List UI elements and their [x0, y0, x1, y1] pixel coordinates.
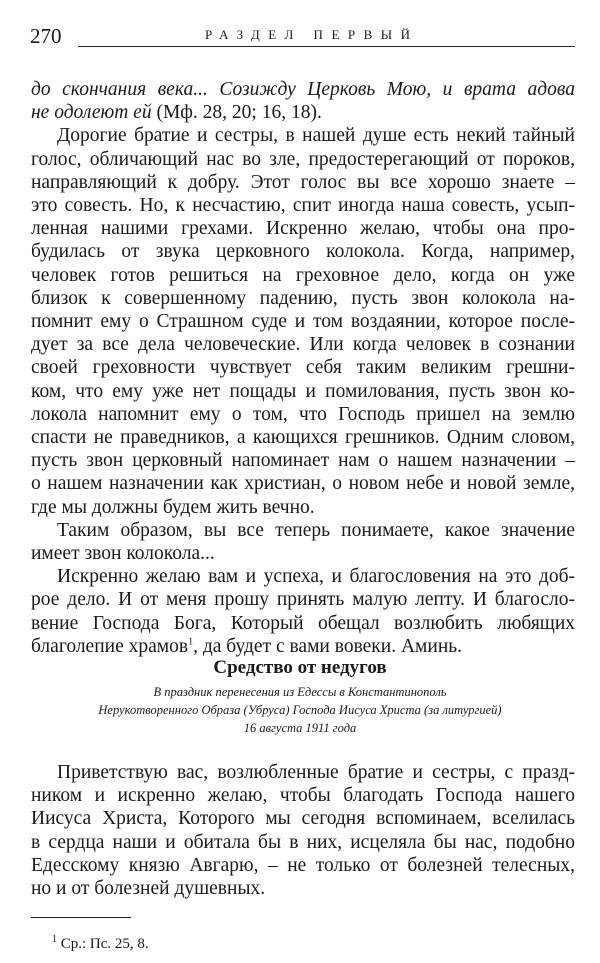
line-text: ленная нашими грехами. Искренно желаю, чтобы она про-: [31, 218, 575, 240]
line-text: дует за все дела человеческие. Или когда человек в сознании: [31, 334, 575, 356]
line-text: , да будет с вами вовеки. Аминь.: [193, 635, 463, 657]
line-text: своей греховности чувствует себя таким великим грешни-: [31, 357, 575, 379]
text-line: [31, 404, 575, 426]
line-text: Дорогие братие и сестры, в нашей душе есть некий тайный: [57, 125, 575, 147]
page-number: 270: [30, 24, 62, 48]
running-head: РАЗДЕЛ ПЕРВЫЙ: [205, 27, 419, 42]
line-text: помнит ему о Страшном суде и том воздаянии, которое после-: [31, 311, 575, 332]
line-text: в сердца наши и обитала бы в них, исцеляла бы нас, подобно: [31, 831, 575, 853]
text-line: [31, 427, 575, 449]
line-text: голос, обличающий нас во зле, предостерегающий от пороков,: [31, 148, 575, 170]
italic-quote: до скончания века... Созижду Церковь Мою, и врата адова: [31, 79, 575, 100]
text-line: [31, 450, 575, 472]
italic-quote: не одолеют ей: [31, 102, 152, 124]
text-line: [31, 218, 575, 240]
line-text: где мы должны будем жить вечно.: [31, 496, 315, 518]
text-line: [31, 311, 575, 333]
text-line: [57, 566, 575, 588]
text-line: [31, 613, 575, 635]
text-line: [31, 543, 575, 565]
text-line: [31, 357, 575, 379]
line-text: человек готов решиться на греховное дело, когда он уже: [31, 264, 575, 286]
section-subtitle-line: Нерукотворенного Образа (Убруса) Господа Иисуса Христа (за литургией): [98, 703, 502, 717]
section-date: 16 августа 1911 года: [243, 721, 357, 735]
text-line: [31, 785, 575, 807]
line-text: Едесскому князю Авгарю, – не только от болезней телесных,: [31, 854, 575, 876]
line-text: ком, что ему уже нет пощады и помилования, пусть звон ко-: [31, 380, 575, 402]
text-line: [31, 808, 575, 830]
text-line: [31, 832, 575, 854]
line-text: ником и искренно желаю, чтобы благодать Господа нашего: [31, 785, 575, 807]
line-text: (Мф. 28, 20; 16, 18).: [151, 102, 322, 124]
text-line: [31, 102, 575, 124]
footnote: [52, 935, 149, 953]
text-line: [31, 855, 575, 877]
line-text: Таким образом, вы все теперь понимаете, какое значение: [57, 519, 575, 541]
text-line: [57, 520, 575, 542]
section-title: Средство от недугов: [213, 657, 387, 678]
line-text: Искренно желаю вам и успеха, и благословения на это доб-: [57, 566, 575, 588]
text-line: [31, 381, 575, 403]
footnote-rule: [31, 917, 131, 918]
line-text: будилась от звука церковного колокола. Когда, например,: [31, 241, 575, 263]
line-text: вение Господа Бога, Который обещал возлюбить любящих: [31, 612, 575, 634]
text-line: [31, 636, 575, 658]
line-text: это совесть. Но, к несчастию, спит иногда наша совесть, усып-: [31, 195, 575, 216]
text-line: [31, 288, 575, 310]
header-rule: [78, 46, 575, 47]
line-text: пусть звон церковный напоминает нам о нашем назначении –: [31, 450, 575, 472]
text-line: [31, 265, 575, 287]
line-text: но и от болезней душевных.: [31, 878, 266, 899]
footnote-ref: 1: [188, 636, 194, 648]
line-text: имеет звон колокола...: [31, 543, 215, 564]
line-text: благолепие храмов: [31, 635, 189, 657]
footnote-text: Ср.: Пс. 25, 8.: [57, 936, 149, 952]
text-line: [31, 149, 575, 171]
line-text: Приветствую вас, возлюбленные братие и сестры, с празд-: [57, 762, 575, 783]
text-line: [31, 172, 575, 194]
footnote-mark: 1: [52, 934, 57, 945]
text-line: [31, 878, 575, 900]
text-line: [31, 473, 575, 495]
section-subtitle-line: В праздник перенесения из Едессы в Константинополь: [153, 685, 447, 699]
line-text: рое дело. И от меня прошу принять малую лепту. И благосло-: [31, 589, 575, 611]
line-text: о нашем назначении как христиан, о новом небе и новой земле,: [31, 473, 575, 495]
text-line: [31, 195, 575, 217]
text-line: [31, 241, 575, 263]
text-line: [31, 334, 575, 356]
line-text: локола напомнит ему о том, что Господь пришел на землю: [31, 403, 575, 425]
line-text: близок к совершенному падению, пусть звон колокола на-: [31, 287, 575, 309]
text-line: [31, 589, 575, 611]
line-text: направляющий к добру. Этот голос вы все хорошо знаете –: [31, 171, 575, 193]
line-text: Иисуса Христа, Которого мы сегодня вспоминаем, вселилась: [31, 808, 575, 830]
line-text: спасти не праведников, а кающихся грешников. Одним словом,: [31, 427, 575, 448]
text-line: [31, 497, 575, 519]
text-line: [57, 125, 575, 147]
text-line: [57, 762, 575, 784]
text-line: [31, 79, 575, 101]
